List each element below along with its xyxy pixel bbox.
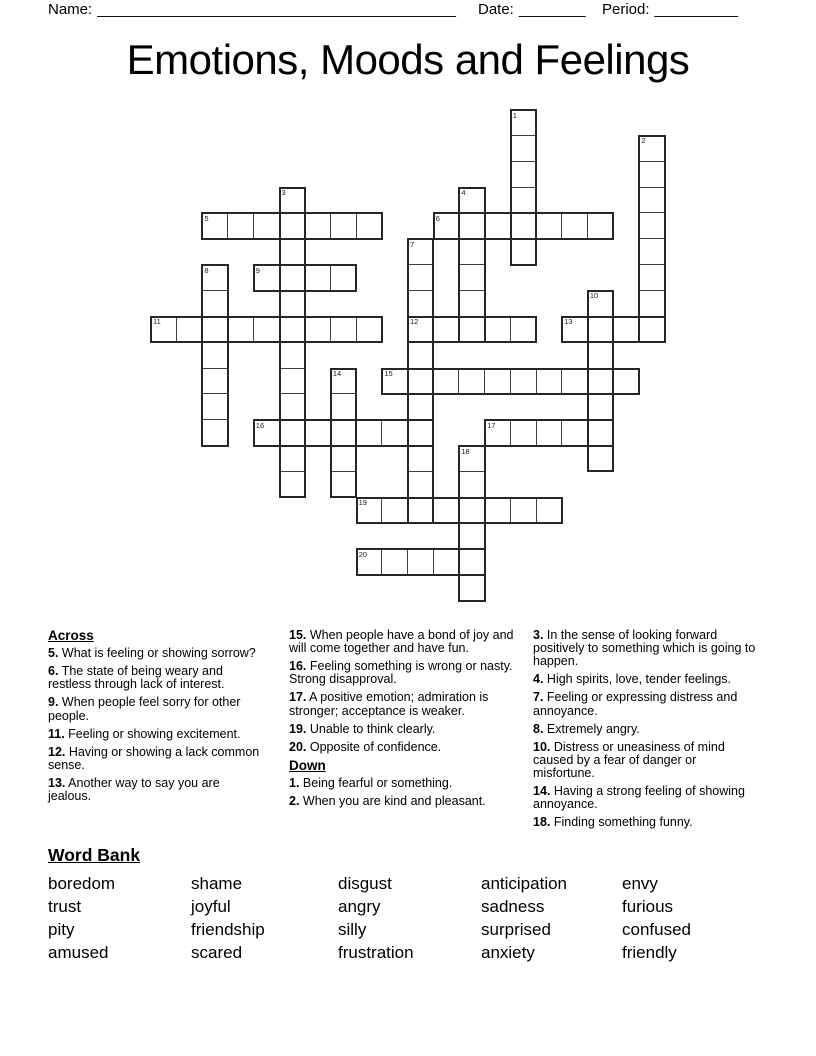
word-bank-word: furious (622, 897, 674, 916)
clue-item-16: 16. Feeling something is wrong or nasty. Strong disapproval. (289, 659, 513, 687)
crossword-cell[interactable] (458, 316, 485, 343)
crossword-cell[interactable] (304, 264, 331, 291)
crossword-cell[interactable] (330, 471, 357, 498)
word-bank-column-2 (191, 872, 338, 964)
clue-number: 6 (435, 213, 440, 223)
crossword-cell[interactable] (407, 264, 434, 291)
crossword-cell[interactable] (201, 264, 228, 291)
word-bank-word: sadness (481, 897, 545, 916)
crossword-cell[interactable] (510, 238, 537, 265)
crossword-cell[interactable] (304, 212, 331, 239)
word-bank-word: scared (191, 943, 243, 962)
crossword-cell[interactable] (536, 497, 563, 524)
crossword-cell[interactable] (510, 368, 537, 395)
crossword-cell[interactable] (510, 419, 537, 446)
crossword-cell[interactable] (279, 264, 306, 291)
name-label: Name: (48, 1, 93, 18)
word-bank-word: angry (338, 897, 381, 916)
crossword-cell[interactable] (279, 238, 306, 265)
clue-item-number: 19. (289, 721, 307, 736)
page-title: Emotions, Moods and Feelings (126, 36, 690, 83)
crossword-cell[interactable] (510, 316, 537, 343)
clue-number: 15 (384, 369, 393, 378)
crossword-cell[interactable] (279, 290, 306, 317)
crossword-cell[interactable] (279, 445, 306, 472)
word-bank-word: frustration (338, 943, 414, 962)
period-label: Period: (602, 1, 650, 18)
crossword-cell[interactable] (458, 445, 485, 472)
crossword-cell[interactable] (587, 393, 614, 420)
crossword-cell[interactable] (201, 368, 228, 395)
crossword-cell[interactable] (356, 316, 383, 343)
clue-item-3: 3. In the sense of looking forward positively to something which is going to happen. (533, 628, 756, 669)
crossword-cell[interactable] (638, 135, 665, 162)
crossword-cell[interactable] (253, 212, 280, 239)
word-bank-word: envy (622, 874, 658, 893)
clue-item-number: 10. (533, 739, 551, 754)
clues-column-1 (48, 629, 262, 808)
clue-item-14: 14. Having a strong feeling of showing annoyance. (533, 784, 745, 812)
clue-number: 10 (589, 291, 599, 301)
clue-number: 20 (358, 549, 367, 559)
crossword-grid (150, 109, 670, 604)
clue-item-number: 1. (289, 775, 300, 790)
crossword-cell[interactable] (536, 419, 563, 446)
crossword-cell[interactable] (613, 316, 640, 343)
crossword-cell[interactable] (304, 316, 331, 343)
clue-number: 1 (512, 110, 517, 120)
clue-item-number: 6. (48, 664, 59, 679)
crossword-cell[interactable] (458, 264, 485, 291)
word-bank-word: trust (48, 897, 82, 916)
clue-item-7: 7. Feeling or expressing distress and annoyance. (533, 690, 738, 718)
crossword-cell[interactable] (279, 212, 306, 239)
word-bank-columns (48, 872, 691, 964)
crossword-cell[interactable] (561, 419, 588, 446)
crossword-cell[interactable] (458, 497, 485, 524)
word-bank-column-3 (338, 872, 481, 964)
crossword-cell[interactable] (561, 316, 588, 343)
crossword-cell[interactable] (458, 212, 485, 239)
crossword-cell[interactable] (484, 497, 511, 524)
clue-item-number: 4. (533, 672, 544, 687)
crossword-cell[interactable] (561, 368, 588, 395)
word-bank-word: silly (338, 920, 367, 939)
crossword-cell[interactable] (587, 212, 614, 239)
clue-item-number: 14. (533, 784, 551, 799)
clue-item-19: 19. Unable to think clearly. (289, 721, 436, 736)
clue-item-number: 8. (533, 721, 544, 736)
clue-item-number: 12. (48, 744, 66, 759)
clue-item-number: 3. (533, 628, 544, 642)
crossword-cell[interactable] (201, 316, 228, 343)
crossword-cell[interactable] (279, 419, 306, 446)
crossword-cell[interactable] (484, 212, 511, 239)
clue-item-number: 13. (48, 775, 66, 790)
crossword-cell[interactable] (201, 212, 228, 239)
crossword-cell[interactable] (330, 316, 357, 343)
clue-item-8: 8. Extremely angry. (533, 721, 640, 736)
crossword-cell[interactable] (484, 368, 511, 395)
crossword-cell[interactable] (407, 471, 434, 498)
clue-item-15: 15. When people have a bond of joy and will come together and have fun. (289, 628, 514, 656)
crossword-cell[interactable] (356, 548, 383, 575)
name-blank-line[interactable]: ___________________________________________ (97, 1, 456, 18)
crossword-cell[interactable] (510, 187, 537, 214)
crossword-cell[interactable] (510, 135, 537, 162)
crossword-cell[interactable] (587, 316, 614, 343)
crossword-cell[interactable] (381, 497, 408, 524)
clue-number: 5 (204, 213, 209, 223)
crossword-cell[interactable] (407, 419, 434, 446)
clue-item-13: 13. Another way to say you are jealous. (48, 775, 220, 803)
crossword-cell[interactable] (407, 445, 434, 472)
word-bank-title: Word Bank (48, 845, 141, 865)
crossword-cell[interactable] (150, 316, 177, 343)
clue-item-10: 10. Distress or uneasiness of mind caused by a fear of danger or misfortune. (533, 739, 725, 781)
crossword-cell[interactable] (407, 548, 434, 575)
crossword-cell[interactable] (638, 316, 665, 343)
crossword-cell[interactable] (510, 109, 537, 136)
clue-item-12: 12. Having or showing a lack common sense. (48, 744, 260, 772)
crossword-cell[interactable] (638, 238, 665, 265)
crossword-cell[interactable] (253, 419, 280, 446)
crossword-cell[interactable] (536, 368, 563, 395)
word-bank-column-5 (622, 872, 691, 964)
clue-item-number: 20. (289, 739, 307, 754)
clue-item-number: 11. (48, 726, 65, 741)
clue-item-5: 5. What is feeling or showing sorrow? (48, 646, 256, 661)
period-blank-line[interactable]: __________ (654, 1, 738, 18)
crossword-cell[interactable] (330, 445, 357, 472)
clue-number: 17 (487, 420, 496, 430)
word-bank-word: anticipation (481, 874, 568, 893)
crossword-cell[interactable] (201, 290, 228, 317)
clue-item-4: 4. High spirits, love, tender feelings. (533, 672, 732, 687)
crossword-cell[interactable] (433, 368, 460, 395)
clue-number: 3 (281, 188, 286, 198)
crossword-cell[interactable] (330, 368, 357, 395)
clues-column-2 (289, 629, 527, 813)
crossword-cell[interactable] (253, 264, 280, 291)
crossword-cell[interactable] (279, 393, 306, 420)
crossword-cell[interactable] (356, 497, 383, 524)
crossword-cell[interactable] (253, 316, 280, 343)
clue-item-number: 16. (289, 659, 307, 674)
crossword-cell[interactable] (638, 212, 665, 239)
crossword-cell[interactable] (381, 368, 408, 395)
clue-item-1: 1. Being fearful or something. (289, 775, 453, 790)
crossword-cell[interactable] (407, 290, 434, 317)
crossword-cell[interactable] (638, 161, 665, 188)
crossword-cell[interactable] (587, 419, 614, 446)
crossword-cell[interactable] (561, 212, 588, 239)
date-blank-line[interactable]: ________ (518, 1, 586, 18)
crossword-cell[interactable] (330, 264, 357, 291)
crossword-cell[interactable] (356, 419, 383, 446)
crossword-cell[interactable] (227, 212, 254, 239)
clue-item-number: 15. (289, 628, 307, 642)
crossword-cell[interactable] (638, 187, 665, 214)
date-field (478, 1, 586, 18)
crossword-cell[interactable] (407, 342, 434, 369)
name-field (48, 1, 456, 18)
crossword-cell[interactable] (356, 212, 383, 239)
crossword-cell[interactable] (407, 393, 434, 420)
clue-item-number: 17. (289, 690, 307, 705)
crossword-cell[interactable] (227, 316, 254, 343)
crossword-cell[interactable] (201, 342, 228, 369)
crossword-cell[interactable] (458, 548, 485, 575)
word-bank-word: friendly (622, 943, 677, 962)
date-label: Date: (478, 1, 514, 18)
crossword-cell[interactable] (638, 264, 665, 291)
crossword-cell[interactable] (407, 316, 434, 343)
clue-number: 7 (410, 239, 415, 249)
crossword-cell[interactable] (458, 187, 485, 214)
clue-number: 14 (332, 369, 342, 378)
word-bank-word: amused (48, 943, 109, 962)
word-bank-word: boredom (48, 874, 116, 893)
clue-number: 11 (153, 317, 161, 327)
crossword-cell[interactable] (330, 212, 357, 239)
clue-number: 9 (255, 265, 260, 275)
crossword-cell[interactable] (381, 419, 408, 446)
crossword-cell[interactable] (279, 471, 306, 498)
clue-item-6: 6. The state of being weary and restless through lack of interest. (48, 664, 225, 692)
crossword-cell[interactable] (279, 368, 306, 395)
clue-item-number: 2. (289, 793, 300, 808)
clue-item-18: 18. Finding something funny. (533, 815, 693, 830)
clue-number: 12 (410, 317, 419, 327)
clue-number: 13 (564, 317, 573, 327)
crossword-cell[interactable] (279, 342, 306, 369)
word-bank-word: surprised (481, 920, 551, 939)
crossword-cell[interactable] (201, 393, 228, 420)
crossword-cell[interactable] (433, 548, 460, 575)
crossword-cell[interactable] (458, 290, 485, 317)
crossword-cell[interactable] (587, 445, 614, 472)
crossword-cell[interactable] (484, 419, 511, 446)
crossword-cell[interactable] (587, 290, 614, 317)
crossword-cell[interactable] (330, 419, 357, 446)
crossword-cell[interactable] (176, 316, 203, 343)
crossword-cell[interactable] (458, 523, 485, 550)
word-bank-column-1 (48, 872, 191, 964)
clue-item-number: 5. (48, 646, 59, 661)
crossword-cell[interactable] (484, 316, 511, 343)
word-bank-word: shame (191, 874, 243, 893)
crossword-cell[interactable] (279, 187, 306, 214)
crossword-cell[interactable] (381, 548, 408, 575)
clue-item-2: 2. When you are kind and pleasant. (289, 793, 486, 808)
clue-number: 8 (204, 265, 209, 275)
crossword-cell[interactable] (638, 290, 665, 317)
clue-number: 18 (461, 446, 470, 456)
crossword-cell[interactable] (587, 342, 614, 369)
word-bank-word: confused (622, 920, 691, 939)
clue-number: 19 (358, 498, 367, 508)
crossword-cell[interactable] (458, 238, 485, 265)
crossword-cell[interactable] (407, 368, 434, 395)
crossword-cell[interactable] (433, 212, 460, 239)
clue-item-17: 17. A positive emotion; admiration is stronger; acceptance is weaker. (289, 690, 489, 718)
clues-across-header: Across (48, 628, 94, 643)
clue-number: 16 (255, 420, 265, 430)
crossword-cell[interactable] (279, 316, 306, 343)
word-bank-column-4 (481, 872, 622, 964)
clue-number: 2 (641, 136, 646, 146)
word-bank-word: anxiety (481, 943, 535, 962)
clue-item-11: 11. Feeling or showing excitement. (48, 726, 241, 741)
clue-item-9: 9. When people feel sorry for other people. (48, 695, 241, 723)
clues-column-3 (533, 629, 757, 834)
crossword-cell[interactable] (433, 316, 460, 343)
period-field (602, 1, 738, 18)
crossword-cell[interactable] (613, 368, 640, 395)
clues-down-header: Down (289, 757, 326, 773)
clue-item-number: 7. (533, 690, 544, 705)
word-bank-word: friendship (191, 920, 265, 939)
word-bank-word: joyful (191, 897, 231, 916)
crossword-cell[interactable] (458, 368, 485, 395)
clue-item-20: 20. Opposite of confidence. (289, 739, 442, 754)
crossword-cell[interactable] (458, 471, 485, 498)
word-bank-word: disgust (338, 874, 392, 893)
crossword-cell[interactable] (510, 212, 537, 239)
clue-item-number: 9. (48, 695, 59, 710)
crossword-cell[interactable] (458, 574, 485, 601)
crossword-cell[interactable] (536, 212, 563, 239)
crossword-cell[interactable] (304, 419, 331, 446)
word-bank-section (48, 845, 691, 964)
clue-number: 4 (461, 188, 466, 198)
word-bank-word: pity (48, 920, 75, 939)
crossword-cell[interactable] (330, 393, 357, 420)
crossword-cell[interactable] (587, 368, 614, 395)
crossword-cell[interactable] (407, 497, 434, 524)
crossword-cell[interactable] (510, 161, 537, 188)
crossword-cell[interactable] (510, 497, 537, 524)
crossword-cell[interactable] (433, 497, 460, 524)
crossword-cell[interactable] (407, 238, 434, 265)
crossword-cell[interactable] (201, 419, 228, 446)
clue-item-number: 18. (533, 815, 551, 830)
